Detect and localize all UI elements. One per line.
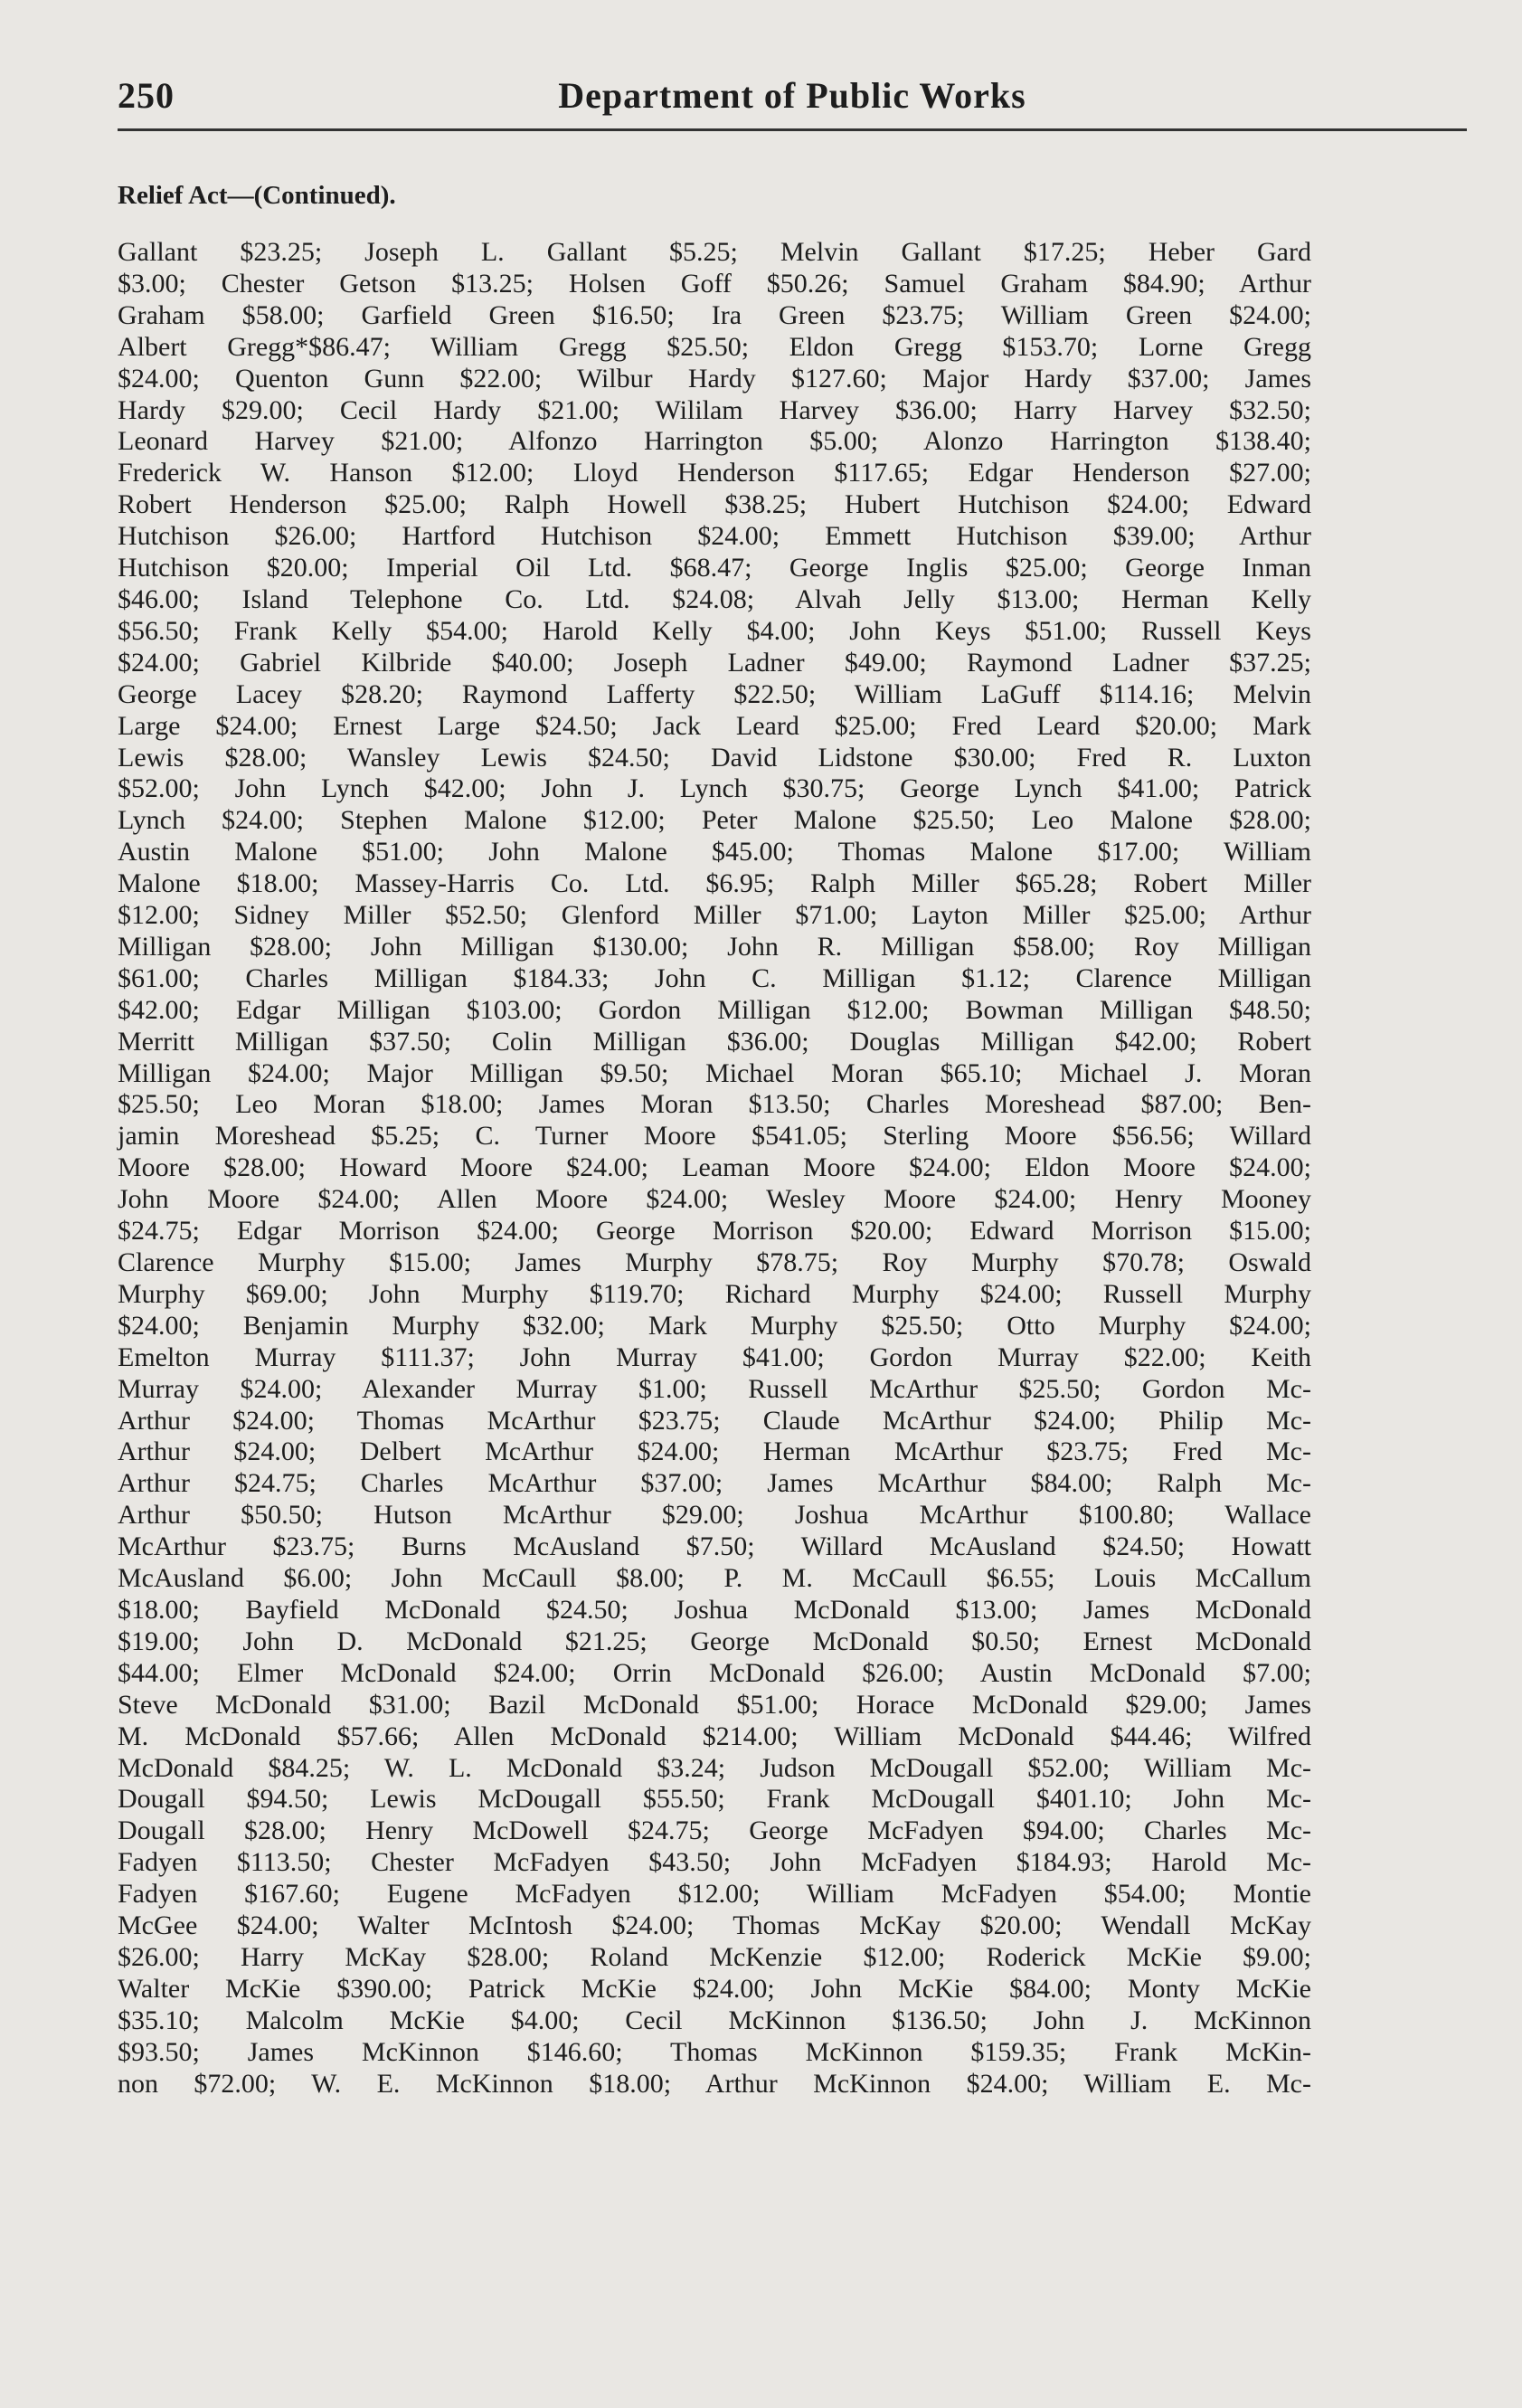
text-line: Graham $58.00; Garfield Green $16.50; Ira Green $23.75; William Green $24.00;	[118, 299, 1311, 330]
text-line: McAusland $6.00; John McCaull $8.00; P. M. McCaull $6.55; Louis McCallum	[118, 1563, 1311, 1594]
body-text	[118, 237, 1311, 2100]
text-line: McGee $24.00; Walter McIntosh $24.00; Thomas McKay $20.00; Wendall McKay	[118, 1910, 1311, 1941]
text-line: Malone $18.00; Massey-Harris Co. Ltd. $6.95; Ralph Miller $65.28; Robert Miller	[118, 868, 1311, 899]
text-line: Fadyen $113.50; Chester McFadyen $43.50; John McFadyen $184.93; Harold Mc-	[118, 1847, 1311, 1878]
text-line: M. McDonald $57.66; Allen McDonald $214.00; William McDonald $44.46; Wilfred	[118, 1721, 1311, 1751]
text-line: $24.00; Quenton Gunn $22.00; Wilbur Hardy $127.60; Major Hardy $37.00; James	[118, 363, 1311, 393]
text-line: Albert Gregg*$86.47; William Gregg $25.50; Eldon Gregg $153.70; Lorne Gregg	[118, 331, 1311, 362]
text-line: $52.00; John Lynch $42.00; John J. Lynch $30.75; George Lynch $41.00; Patrick	[118, 773, 1311, 804]
text-line: Murphy $69.00; John Murphy $119.70; Richard Murphy $24.00; Russell Murphy	[118, 1278, 1311, 1309]
text-line: $18.00; Bayfield McDonald $24.50; Joshua McDonald $13.00; James McDonald	[118, 1594, 1311, 1625]
text-line: Robert Henderson $25.00; Ralph Howell $38.25; Hubert Hutchison $24.00; Edward	[118, 489, 1311, 520]
text-line: Leonard Harvey $21.00; Alfonzo Harrington $5.00; Alonzo Harrington $138.40;	[118, 426, 1311, 457]
page-number: 250	[118, 75, 175, 116]
text-line: Dougall $94.50; Lewis McDougall $55.50; Frank McDougall $401.10; John Mc-	[118, 1784, 1311, 1815]
text-line: McDonald $84.25; W. L. McDonald $3.24; Judson McDougall $52.00; William Mc-	[118, 1752, 1311, 1783]
text-line: Walter McKie $390.00; Patrick McKie $24.00; John McKie $84.00; Monty McKie	[118, 1973, 1311, 2004]
text-line: Hardy $29.00; Cecil Hardy $21.00; Wililam Harvey $36.00; Harry Harvey $32.50;	[118, 394, 1311, 425]
text-line: $19.00; John D. McDonald $21.25; George McDonald $0.50; Ernest McDonald	[118, 1626, 1311, 1656]
text-line: Arthur $24.00; Delbert McArthur $24.00; Herman McArthur $23.75; Fred Mc-	[118, 1436, 1311, 1467]
page-header	[118, 74, 1467, 131]
text-line: Milligan $28.00; John Milligan $130.00; John R. Milligan $58.00; Roy Milligan	[118, 931, 1311, 962]
text-line: Lynch $24.00; Stephen Malone $12.00; Peter Malone $25.50; Leo Malone $28.00;	[118, 805, 1311, 836]
text-line: $56.50; Frank Kelly $54.00; Harold Kelly $4.00; John Keys $51.00; Russell Keys	[118, 615, 1311, 646]
text-line: George Lacey $28.20; Raymond Lafferty $22.50; William LaGuff $114.16; Melvin	[118, 678, 1311, 709]
text-line: Emelton Murray $111.37; John Murray $41.00; Gordon Murray $22.00; Keith	[118, 1341, 1311, 1372]
text-line: John Moore $24.00; Allen Moore $24.00; Wesley Moore $24.00; Henry Mooney	[118, 1184, 1311, 1215]
text-line: $44.00; Elmer McDonald $24.00; Orrin McDonald $26.00; Austin McDonald $7.00;	[118, 1657, 1311, 1688]
text-line: McArthur $23.75; Burns McAusland $7.50; Willard McAusland $24.50; Howatt	[118, 1531, 1311, 1562]
text-line: Hutchison $26.00; Hartford Hutchison $24.00; Emmett Hutchison $39.00; Arthur	[118, 521, 1311, 552]
text-line: Arthur $24.00; Thomas McArthur $23.75; Claude McArthur $24.00; Philip Mc-	[118, 1405, 1311, 1436]
text-line: Steve McDonald $31.00; Bazil McDonald $51.00; Horace McDonald $29.00; James	[118, 1689, 1311, 1720]
text-line: Merritt Milligan $37.50; Colin Milligan $36.00; Douglas Milligan $42.00; Robert	[118, 1026, 1311, 1057]
running-title: Department of Public Works	[558, 75, 1026, 116]
text-line: $24.00; Gabriel Kilbride $40.00; Joseph Ladner $49.00; Raymond Ladner $37.25;	[118, 647, 1311, 678]
text-line: Moore $28.00; Howard Moore $24.00; Leaman Moore $24.00; Eldon Moore $24.00;	[118, 1152, 1311, 1183]
text-line: Austin Malone $51.00; John Malone $45.00; Thomas Malone $17.00; William	[118, 837, 1311, 867]
text-line: $61.00; Charles Milligan $184.33; John C. Milligan $1.12; Clarence Milligan	[118, 962, 1311, 993]
text-line: Arthur $24.75; Charles McArthur $37.00; James McArthur $84.00; Ralph Mc-	[118, 1468, 1311, 1499]
text-line: $24.75; Edgar Morrison $24.00; George Morrison $20.00; Edward Morrison $15.00;	[118, 1216, 1311, 1247]
text-line: Large $24.00; Ernest Large $24.50; Jack Leard $25.00; Fred Leard $20.00; Mark	[118, 710, 1311, 741]
text-line: Dougall $28.00; Henry McDowell $24.75; George McFadyen $94.00; Charles Mc-	[118, 1815, 1311, 1846]
text-line: $3.00; Chester Getson $13.25; Holsen Goff $50.26; Samuel Graham $84.90; Arthur	[118, 268, 1311, 299]
text-line: Gallant $23.25; Joseph L. Gallant $5.25; Melvin Gallant $17.25; Heber Gard	[118, 237, 1311, 267]
text-line: Fadyen $167.60; Eugene McFadyen $12.00; William McFadyen $54.00; Montie	[118, 1879, 1311, 1910]
text-line: $42.00; Edgar Milligan $103.00; Gordon Milligan $12.00; Bowman Milligan $48.50;	[118, 994, 1311, 1025]
text-line: $46.00; Island Telephone Co. Ltd. $24.08; Alvah Jelly $13.00; Herman Kelly	[118, 583, 1311, 614]
text-line: Murray $24.00; Alexander Murray $1.00; Russell McArthur $25.50; Gordon Mc-	[118, 1373, 1311, 1404]
text-line: Milligan $24.00; Major Milligan $9.50; Michael Moran $65.10; Michael J. Moran	[118, 1057, 1311, 1088]
text-line: non $72.00; W. E. McKinnon $18.00; Arthur McKinnon $24.00; William E. Mc-	[118, 2068, 1311, 2099]
text-line: $25.50; Leo Moran $18.00; James Moran $13.50; Charles Moreshead $87.00; Ben-	[118, 1089, 1311, 1120]
section-heading: Relief Act—(Continued).	[118, 181, 396, 210]
text-line: Frederick W. Hanson $12.00; Lloyd Henderson $117.65; Edgar Henderson $27.00;	[118, 458, 1311, 488]
text-line: $12.00; Sidney Miller $52.50; Glenford Miller $71.00; Layton Miller $25.00; Arthur	[118, 900, 1311, 931]
text-line: Clarence Murphy $15.00; James Murphy $78.75; Roy Murphy $70.78; Oswald	[118, 1247, 1311, 1277]
text-line: $24.00; Benjamin Murphy $32.00; Mark Murphy $25.50; Otto Murphy $24.00;	[118, 1310, 1311, 1341]
text-line: Hutchison $20.00; Imperial Oil Ltd. $68.47; George Inglis $25.00; George Inman	[118, 553, 1311, 583]
text-line: Lewis $28.00; Wansley Lewis $24.50; David Lidstone $30.00; Fred R. Luxton	[118, 742, 1311, 773]
text-line: $93.50; James McKinnon $146.60; Thomas McKinnon $159.35; Frank McKin-	[118, 2036, 1311, 2067]
text-line: $26.00; Harry McKay $28.00; Roland McKenzie $12.00; Roderick McKie $9.00;	[118, 1941, 1311, 1972]
text-line: $35.10; Malcolm McKie $4.00; Cecil McKinnon $136.50; John J. McKinnon	[118, 2005, 1311, 2035]
text-line: jamin Moreshead $5.25; C. Turner Moore $541.05; Sterling Moore $56.56; Willard	[118, 1121, 1311, 1152]
text-line: Arthur $50.50; Hutson McArthur $29.00; Joshua McArthur $100.80; Wallace	[118, 1500, 1311, 1531]
